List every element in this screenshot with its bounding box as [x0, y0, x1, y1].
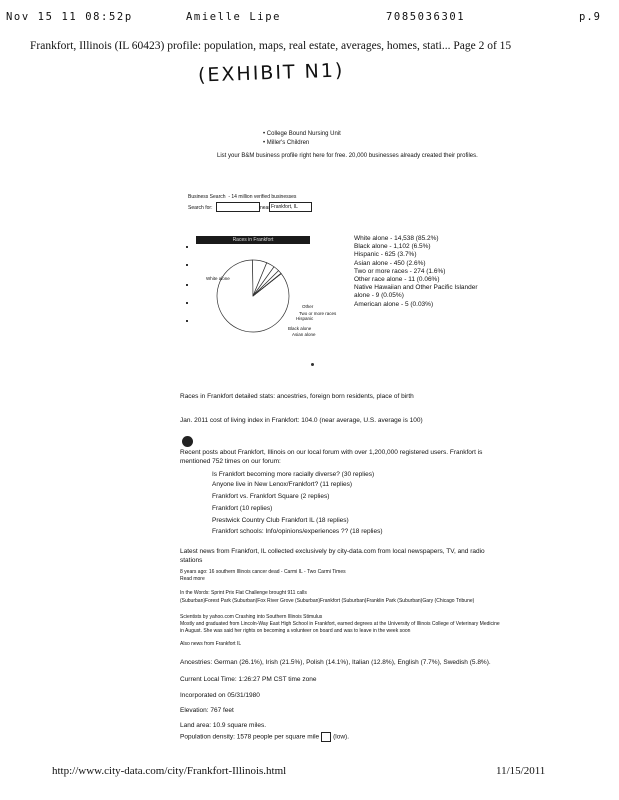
chart-title-bar: Races in Frankfort	[196, 236, 310, 244]
pie-slice-label: Two or more races	[299, 311, 337, 316]
bullet-item[interactable]: • Miller's Children	[263, 140, 310, 146]
pie-slice-label: White alone	[206, 276, 230, 281]
legend-entry: Other race alone - 11 (0.06%)	[354, 276, 440, 284]
legend-entry: Native Hawaiian and Other Pacific Islander	[354, 284, 478, 292]
near-label: near	[260, 205, 271, 211]
population-density: Population density: 1578 people per square mile (low).	[180, 733, 350, 741]
pie-slice-label: Black alone	[288, 326, 312, 331]
fax-date: Nov 15 11 08:52p	[6, 11, 133, 23]
news-intro: Latest news from Frankfort, IL collected exclusively by city-data.com from local newspapers, TV, and radio stations	[180, 548, 485, 564]
forum-logo-icon	[182, 436, 193, 447]
pie-slice-label: Asian alone	[292, 332, 316, 337]
forum-post[interactable]: Anyone live in New Lenox/Frankfort? (11 replies)	[212, 481, 353, 488]
news-item: Mostly and graduated from Lincoln-Way East High School in Frankfort, earned degrees at the University of Illinois College of Veterinary Medicine in August. She was said her rights on becoming a volunteer on board and was to leave in the week soon	[180, 621, 500, 634]
local-time: Current Local Time: 1:26:27 PM CST time zone	[180, 676, 317, 683]
legend-entry: Two or more races - 274 (1.6%)	[354, 267, 446, 275]
forum-intro: Recent posts about Frankfort, Illinois on our local forum with over 1,200,000 registered users. Frankfort is mentioned 752 times on our forum:	[180, 449, 483, 465]
news-item[interactable]: Scientists by yahoo.com Crashing into Southern Illinois Stimulus	[180, 614, 323, 620]
legend-entry: Asian alone - 450 (2.6%)	[354, 259, 426, 267]
pie-slice-label: Hispanic	[296, 316, 314, 321]
news-item[interactable]: (Suburban)Forest Park (Suburban)Fox River Grove (Suburban)Frankfort (Suburban)Franklin Park (Suburban)Gary (Chicago Tribune)	[180, 598, 475, 604]
elevation: Elevation: 767 feet	[180, 707, 234, 714]
bullet-link[interactable]: College Bound Nursing Unit	[266, 131, 341, 137]
density-icon	[321, 732, 331, 742]
fax-phone: 7085036301	[386, 11, 466, 23]
news-item[interactable]: 8 years ago: 16 southern Illinois cancer dead - Carmi IL - Two Carmi Times	[180, 569, 346, 575]
scan-dot	[186, 302, 188, 304]
scan-dot	[186, 264, 188, 266]
scan-dot	[186, 320, 188, 322]
news-item[interactable]: In the Words: Sprint Prix Flat Challenge brought 911 calls	[180, 590, 307, 596]
incorporated: Incorporated on 05/31/1980	[180, 692, 260, 699]
race-pie-chart	[196, 246, 346, 346]
bullet-link[interactable]: Miller's Children	[266, 140, 310, 146]
ancestries: Ancestries: German (26.1%), Irish (21.5%), Polish (14.1%), Italian (12.8%), English (7.7%), Swedish (5.8%).	[180, 659, 491, 666]
forum-post[interactable]: Frankfort vs. Frankfort Square (2 replies)	[212, 493, 330, 500]
search-input[interactable]	[216, 202, 260, 212]
cost-of-living: Jan. 2011 cost of living index in Frankfort: 104.0 (near average, U.S. average is 100)	[180, 417, 423, 424]
forum-post[interactable]: Is Frankfort becoming more racially diverse? (30 replies)	[212, 471, 375, 478]
race-legend	[354, 235, 478, 309]
business-search-label: Business Search - 14 million verified businesses	[188, 194, 297, 200]
scan-dot	[311, 363, 314, 366]
footer-url: http://www.city-data.com/city/Frankfort-Illinois.html	[52, 765, 287, 777]
races-detail-link[interactable]: Races in Frankfort detailed stats: ancestries, foreign born residents, place of birth	[180, 393, 414, 400]
legend-entry: alone - 9 (0.05%)	[354, 292, 404, 300]
fax-page: p.9	[579, 11, 601, 23]
forum-post[interactable]: Frankfort schools: Info/opinions/experiences ?? (18 replies)	[212, 528, 383, 535]
forum-post[interactable]: Frankfort (10 replies)	[212, 505, 273, 512]
exhibit-label: (EXHIBIT N1)	[197, 59, 345, 87]
pie-slice-label: Other	[302, 304, 314, 309]
land-area: Land area: 10.9 square miles.	[180, 722, 266, 729]
footer-date: 11/15/2011	[496, 765, 546, 777]
scan-dot	[186, 246, 188, 248]
near-input[interactable]: Frankfort, IL	[269, 202, 312, 212]
bullet-item[interactable]: • College Bound Nursing Unit	[263, 131, 341, 137]
forum-post[interactable]: Prestwick Country Club Frankfort IL (18 replies)	[212, 517, 349, 524]
news-read-more[interactable]: Read more	[180, 576, 205, 582]
legend-entry: Hispanic - 625 (3.7%)	[354, 251, 417, 259]
print-header: Frankfort, Illinois (IL 60423) profile: population, maps, real estate, averages, homes, stati... Page 2 of 15	[30, 40, 512, 52]
business-profile-text[interactable]: List your B&M business profile right here for free. 20,000 businesses already created their profiles.	[217, 153, 478, 159]
search-for-label: Search for:	[188, 205, 213, 211]
fax-sender: Amielle Lipe	[186, 11, 282, 23]
news-more-link[interactable]: Also news from Frankfort IL	[180, 641, 242, 647]
legend-entry: American alone - 5 (0.03%)	[354, 300, 434, 308]
legend-entry: Black alone - 1,102 (6.5%)	[354, 243, 431, 251]
scan-dot	[186, 284, 188, 286]
legend-entry: White alone - 14,538 (85.2%)	[354, 235, 439, 242]
